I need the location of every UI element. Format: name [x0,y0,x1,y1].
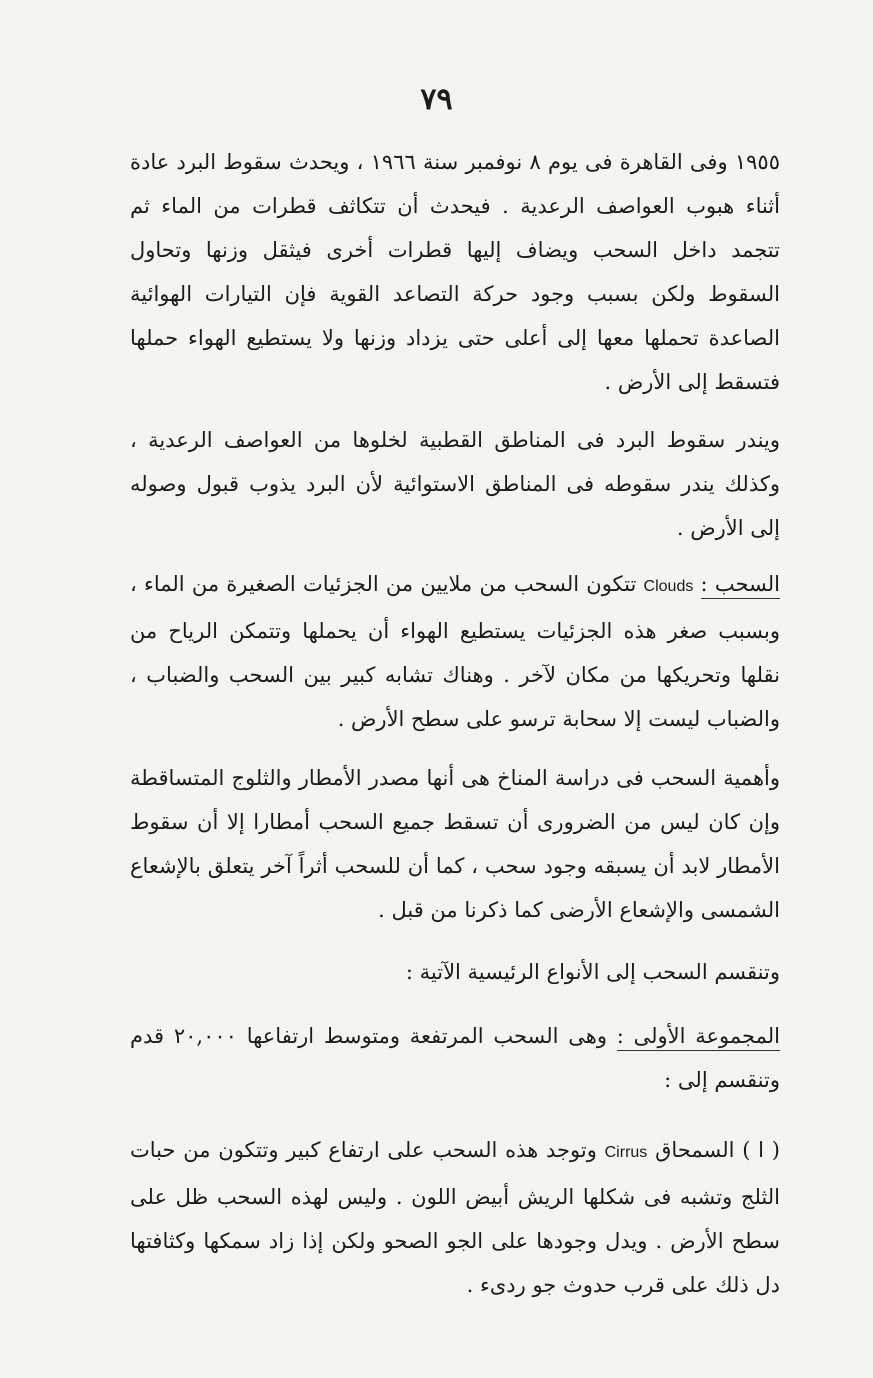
cirrus-text: وتوجد هذه السحب على ارتفاع كبير وتتكون من حبات الثلج وتشبه فى شكلها الريش أبيض اللون . وليس لهذه السحب ظل على سطح الأرض . ويدل وجودها على الجو الصحو ولكن إذا زاد سمكها وكثافتها دل ذلك على قرب حدوث جو ردىء . [130,1138,780,1297]
paragraph-clouds-importance: وأهمية السحب فى دراسة المناخ هى أنها مصدر الأمطار والثلوج المتساقطة وإن كان ليس من الضرورى أن تسقط جميع السحب أمطارا إلا أن سقوط الأمطار لابد أن يسبقه وجود سحب ، كما أن للسحب أثراً آخر يتعلق بالإشعاع الشمسى والإشعاع الأرضى كما ذكرنا من قبل . [130,766,780,922]
text-block-2 [130,418,780,550]
clouds-latin-term: Clouds [643,578,694,595]
page-number: ٧٩ [420,82,453,117]
paragraph-clouds [130,562,780,741]
text-block-5 [130,950,780,994]
text-block-6 [130,1014,780,1102]
paragraph-cirrus [130,1128,780,1307]
first-group-text: وهى السحب المرتفعة ومتوسط ارتفاعها ٢٠,٠٠٠ قدم وتنقسم إلى : [130,1024,780,1092]
first-group-heading: المجموعة الأولى : [617,1024,780,1051]
text-block-7 [130,1128,780,1307]
paragraph-hail-rarity: ويندر سقوط البرد فى المناطق القطبية لخلوها من العواصف الرعدية ، وكذلك يندر سقوطه فى المناطق الاستوائية لأن البرد يذوب قبول وصوله إلى الأرض . [130,428,780,540]
cirrus-prefix: ( ا ) السمحاق [655,1138,780,1162]
text-block-4 [130,756,780,932]
paragraph-hail-formation: ١٩٥٥ وفى القاهرة فى يوم ٨ نوفمبر سنة ١٩٦٦ ، ويحدث سقوط البرد عادة أثناء هبوب العواصف الرعدية . فيحدث أن تتكاثف قطرات من الماء ثم تتجمد داخل السحب ويضاف إليها قطرات أخرى فيثقل وزنها وتحاول السقوط ولكن بسبب وجود حركة التصاعد القوية فإن التيارات الهوائية الصاعدة تحملها معها إلى أعلى حتى يزداد وزنها ولا يستطيع الهواء حملها فتسقط إلى الأرض . [130,150,780,394]
clouds-heading: السحب : [701,572,780,599]
paragraph-cloud-types-intro: وتنقسم السحب إلى الأنواع الرئيسية الآتية : [405,960,780,984]
text-block-3 [130,562,780,741]
text-block-1 [130,140,780,404]
cirrus-latin-term: Cirrus [604,1144,648,1161]
clouds-text: تتكون السحب من ملايين من الجزئيات الصغيرة من الماء ، وبسبب صغر هذه الجزئيات يستطيع الهواء أن يحملها وتتمكن الرياح من نقلها وتحريكها من مكان لآخر . وهناك تشابه كبير بين السحب والضباب ، والضباب ليست إلا سحابة ترسو على سطح الأرض . [130,572,780,731]
paragraph-first-group [130,1014,780,1102]
